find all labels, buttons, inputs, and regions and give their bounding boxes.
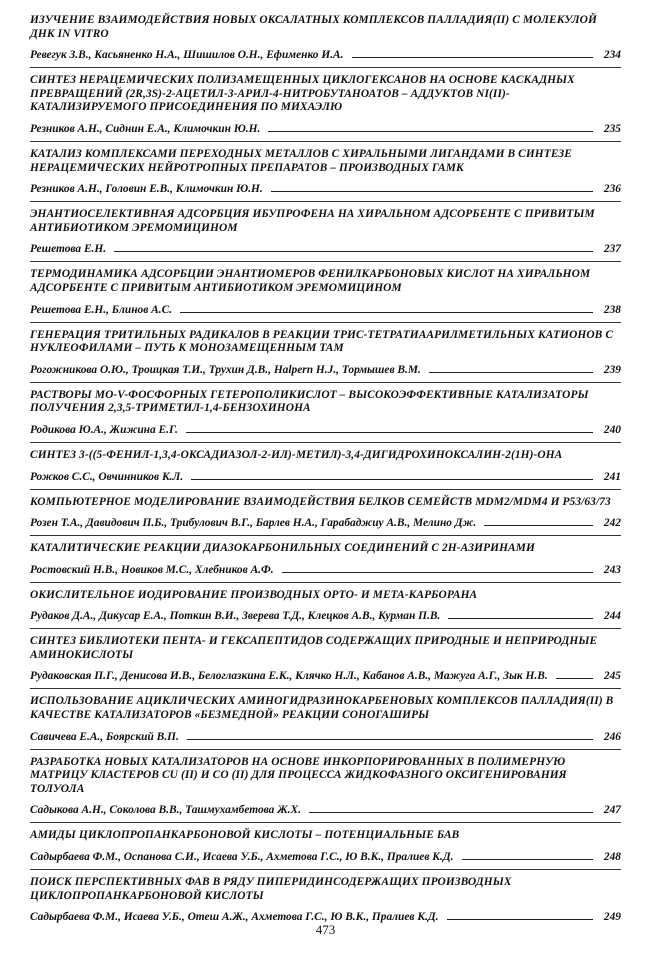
entry-title: СИНТЕЗ 3-((5-ФЕНИЛ-1,3,4-ОКСАДИАЗОЛ-2-ИЛ)-МЕТИЛ)-3,4-ДИГИДРОХИНОКСАЛИН-2(1H)-ОНА <box>30 448 563 461</box>
toc-entry <box>30 74 621 142</box>
entry-page-number: 239 <box>603 363 621 376</box>
leader-line <box>429 372 593 373</box>
entry-title: ОКИСЛИТЕЛЬНОЕ ИОДИРОВАНИЕ ПРОИЗВОДНЫХ ОРТО- И МЕТА-КАРБОРАНА <box>30 588 478 601</box>
leader-line <box>484 525 593 526</box>
entry-authors: Ростовский Н.В., Новиков М.С., Хлебников А.Ф. <box>30 563 274 576</box>
entry-divider <box>30 141 621 142</box>
toc-entry <box>30 14 621 68</box>
entry-title: СИНТЕЗ НЕРАЦЕМИЧЕСКИХ ПОЛИЗАМЕЩЕННЫХ ЦИКЛОГЕКСАНОВ НА ОСНОВЕ КАСКАДНЫХ ПРЕВРАЩЕНИЙ (2R,3S)-2-АЦЕТИЛ-3-АРИЛ-4-НИТРОБУТАНОАТОВ – АДДУКТОВ NI(II)-КАТАЛИЗИРУЕМОГО ПРИСОЕДИНЕНИЯ ПО МИХАЭЛЮ <box>30 74 575 114</box>
leader-line <box>271 191 593 192</box>
leader-line <box>556 678 593 679</box>
entry-title: РАЗРАБОТКА НОВЫХ КАТАЛИЗАТОРОВ НА ОСНОВЕ ИНКОРПОРИРОВАННЫХ В ПОЛИМЕРНУЮ МАТРИЦУ КЛАСТЕРОВ CU (II) И CO (II) ДЛЯ ПРОЦЕССА ЖИДКОФАЗНОГО ОКСИГЕНИРОВАНИЯ ТОЛУОЛА <box>30 755 567 795</box>
entry-divider <box>30 489 621 490</box>
toc-entry <box>30 496 621 537</box>
entry-title: ИСПОЛЬЗОВАНИЕ АЦИКЛИЧЕСКИХ АМИНОГИДРАЗИНОКАРБЕНОВЫХ КОМПЛЕКСОВ ПАЛЛАДИЯ(II) В КАЧЕСТВЕ КАТАЛИЗАТОРОВ «БЕЗМЕДНОЙ» РЕАКЦИИ СОНОГАШИРЫ <box>30 695 614 722</box>
entry-title: РАСТВОРЫ MO-V-ФОСФОРНЫХ ГЕТЕРОПОЛИКИСЛОТ – ВЫСОКОЭФФЕКТИВНЫЕ КАТАЛИЗАТОРЫ ПОЛУЧЕНИЯ 2,3,5-ТРИМЕТИЛ-1,4-БЕНЗОХИНОНА <box>30 388 589 415</box>
leader-line <box>462 859 594 860</box>
entry-page-number: 248 <box>603 851 621 864</box>
toc-entry <box>30 756 621 824</box>
entry-authors: Решетова Е.Н. <box>30 243 107 256</box>
entry-authors-line <box>30 424 621 437</box>
entry-page-number: 246 <box>603 730 621 743</box>
toc-entry <box>30 542 621 583</box>
entry-title: ГЕНЕРАЦИЯ ТРИТИЛЬНЫХ РАДИКАЛОВ В РЕАКЦИИ ТРИС-ТЕТРАТИААРИЛМЕТИЛЬНЫХ КАТИОНОВ С НУКЛЕОФИЛАМИ – ПУТЬ К МОНОЗАМЕЩЕННЫМ ТАМ <box>30 328 614 355</box>
toc-entry <box>30 876 621 924</box>
entry-divider <box>30 582 621 583</box>
entry-title: КОМПЬЮТЕРНОЕ МОДЕЛИРОВАНИЕ ВЗАИМОДЕЙСТВИЯ БЕЛКОВ СЕМЕЙСТВ MDM2/MDM4 И P53/63/73 <box>30 495 611 508</box>
entry-authors-line <box>30 243 621 256</box>
entry-authors-line <box>30 304 621 317</box>
entry-title: КАТАЛИТИЧЕСКИЕ РЕАКЦИИ ДИАЗОКАРБОНИЛЬНЫХ СОЕДИНЕНИЙ С 2Н-АЗИРИНАМИ <box>30 542 535 555</box>
entry-authors: Рогожникова О.Ю., Троицкая Т.И., Трухин Д.В., Halpern H.J., Тормышев В.М. <box>30 363 421 376</box>
toc-entry <box>30 695 621 749</box>
entry-authors-line <box>30 123 621 136</box>
entry-authors-line <box>30 851 621 864</box>
entry-page-number: 240 <box>603 423 621 436</box>
entry-divider <box>30 382 621 383</box>
entry-divider <box>30 322 621 323</box>
entry-authors: Садырбаева Ф.М., Оспанова С.И., Исаева У.Б., Ахметова Г.С., Ю В.К., Пралиев К.Д. <box>30 851 454 864</box>
toc-entry <box>30 268 621 322</box>
entry-page-number: 242 <box>603 517 621 530</box>
entry-page-number: 237 <box>603 243 621 256</box>
entry-divider <box>30 261 621 262</box>
leader-line <box>191 479 593 480</box>
entry-divider <box>30 688 621 689</box>
entry-authors: Резников А.Н., Сиднин Е.А., Климочкин Ю.Н. <box>30 122 261 135</box>
leader-line <box>180 312 593 313</box>
entry-divider <box>30 822 621 823</box>
entry-page-number: 241 <box>603 470 621 483</box>
leader-line <box>282 572 593 573</box>
toc-entry <box>30 148 621 202</box>
entry-divider <box>30 442 621 443</box>
leader-line <box>114 251 593 252</box>
entry-title: АМИДЫ ЦИКЛОПРОПАНКАРБОНОВОЙ КИСЛОТЫ – ПОТЕНЦИАЛЬНЫЕ БАВ <box>30 829 460 842</box>
leader-line <box>309 812 593 813</box>
entry-divider <box>30 67 621 68</box>
leader-line <box>448 618 593 619</box>
leader-line <box>187 739 593 740</box>
entry-page-number: 243 <box>603 563 621 576</box>
toc-entry <box>30 329 621 383</box>
entry-authors: Садыкова А.Н., Соколова В.В., Ташмухамбетова Ж.Х. <box>30 804 301 817</box>
entry-authors-line <box>30 670 621 683</box>
entry-title: СИНТЕЗ БИБЛИОТЕКИ ПЕНТА- И ГЕКСАПЕПТИДОВ СОДЕРЖАЩИХ ПРИРОДНЫЕ И НЕПРИРОДНЫЕ АМИНОКИСЛОТЫ <box>30 635 598 661</box>
entry-authors: Рудаков Д.А., Дикусар Е.А., Поткин В.И., Зверева Т.Д., Клецков А.В., Курман П.В. <box>30 610 441 623</box>
entry-authors: Резников А.Н., Головин Е.В., Климочкин Ю.Н. <box>30 183 263 196</box>
entry-authors: Садырбаева Ф.М., Исаева У.Б., Отеш А.Ж., Ахметова Г.С., Ю В.К., Пралиев К.Д. <box>30 911 439 924</box>
entry-page-number: 235 <box>603 122 621 135</box>
entry-title: ЭНАНТИОСЕЛЕКТИВНАЯ АДСОРБЦИЯ ИБУПРОФЕНА НА ХИРАЛЬНОМ АДСОРБЕНТЕ С ПРИВИТЫМ АНТИБИОТИКОМ ЭРЕМОМИЦИНОМ <box>30 208 595 234</box>
toc-entry <box>30 208 621 262</box>
entry-divider <box>30 869 621 870</box>
entry-authors: Родикова Ю.А., Жижина Е.Г. <box>30 423 178 436</box>
toc-entry <box>30 589 621 630</box>
entry-page-number: 249 <box>603 911 621 924</box>
entry-authors-line <box>30 731 621 744</box>
leader-line <box>268 131 593 132</box>
entry-divider <box>30 628 621 629</box>
toc-entry <box>30 829 621 870</box>
entry-title: КАТАЛИЗ КОМПЛЕКСАМИ ПЕРЕХОДНЫХ МЕТАЛЛОВ С ХИРАЛЬНЫМИ ЛИГАНДАМИ В СИНТЕЗЕ НЕРАЦЕМИЧЕСКИХ НЕЙРОТРОПНЫХ ПРЕПАРАТОВ – ПРОИЗВОДНЫХ ГАМК <box>30 147 572 174</box>
entry-authors: Рожков С.С., Овчинников К.Л. <box>30 470 184 483</box>
entry-divider <box>30 201 621 202</box>
entry-page-number: 245 <box>603 670 621 683</box>
entry-page-number: 244 <box>603 610 621 623</box>
toc-entry <box>30 635 621 689</box>
page-number: 473 <box>315 922 336 937</box>
entry-authors-line <box>30 804 621 817</box>
entry-authors-line <box>30 517 621 530</box>
entry-authors: Решетова Е.Н., Блинов А.С. <box>30 303 173 316</box>
toc-entry <box>30 449 621 490</box>
entry-divider <box>30 535 621 536</box>
leader-line <box>447 919 593 920</box>
entry-title: ИЗУЧЕНИЕ ВЗАИМОДЕЙСТВИЯ НОВЫХ ОКСАЛАТНЫХ КОМПЛЕКСОВ ПАЛЛАДИЯ(II) С МОЛЕКУЛОЙ ДНК IN VITRO <box>30 14 597 40</box>
entry-authors-line <box>30 49 621 62</box>
toc-entry <box>30 389 621 443</box>
entry-authors: Ревегук З.В., Касьяненко Н.А., Шишилов О.Н., Ефименко И.А. <box>30 49 344 62</box>
entry-authors-line <box>30 183 621 196</box>
entry-page-number: 234 <box>603 49 621 62</box>
entry-authors: Розен Т.А., Давидович П.Б., Трибулович В.Г., Барлев Н.А., Гарабаджиу А.В., Мелино Дж. <box>30 517 477 530</box>
entry-authors-line <box>30 564 621 577</box>
entry-divider <box>30 749 621 750</box>
entry-authors-line <box>30 471 621 484</box>
entry-authors: Рудаковская П.Г., Денисова И.В., Белоглазкина Е.К., Клячко Н.Л., Кабанов А.В., Мажуга А.Г., Зык Н.В. <box>30 670 548 683</box>
entry-title: ТЕРМОДИНАМИКА АДСОРБЦИИ ЭНАНТИОМЕРОВ ФЕНИЛКАРБОНОВЫХ КИСЛОТ НА ХИРАЛЬНОМ АДСОРБЕНТЕ С ПРИВИТЫМ АНТИБИОТИКОМ ЭРЕМОМИЦИНОМ <box>30 268 591 294</box>
entry-authors-line <box>30 610 621 623</box>
entry-title: ПОИСК ПЕРСПЕКТИВНЫХ ФАВ В РЯДУ ПИПЕРИДИНСОДЕРЖАЩИХ ПРОИЗВОДНЫХ ЦИКЛОПРОПАНКАРБОНОВОЙ КИСЛОТЫ <box>30 876 512 902</box>
leader-line <box>186 432 593 433</box>
entry-authors-line <box>30 364 621 377</box>
entry-page-number: 238 <box>603 303 621 316</box>
entry-authors: Савичева Е.А., Боярский В.П. <box>30 730 179 743</box>
entry-page-number: 236 <box>603 183 621 196</box>
leader-line <box>352 57 594 58</box>
toc-list <box>30 14 621 924</box>
entry-page-number: 247 <box>603 804 621 817</box>
